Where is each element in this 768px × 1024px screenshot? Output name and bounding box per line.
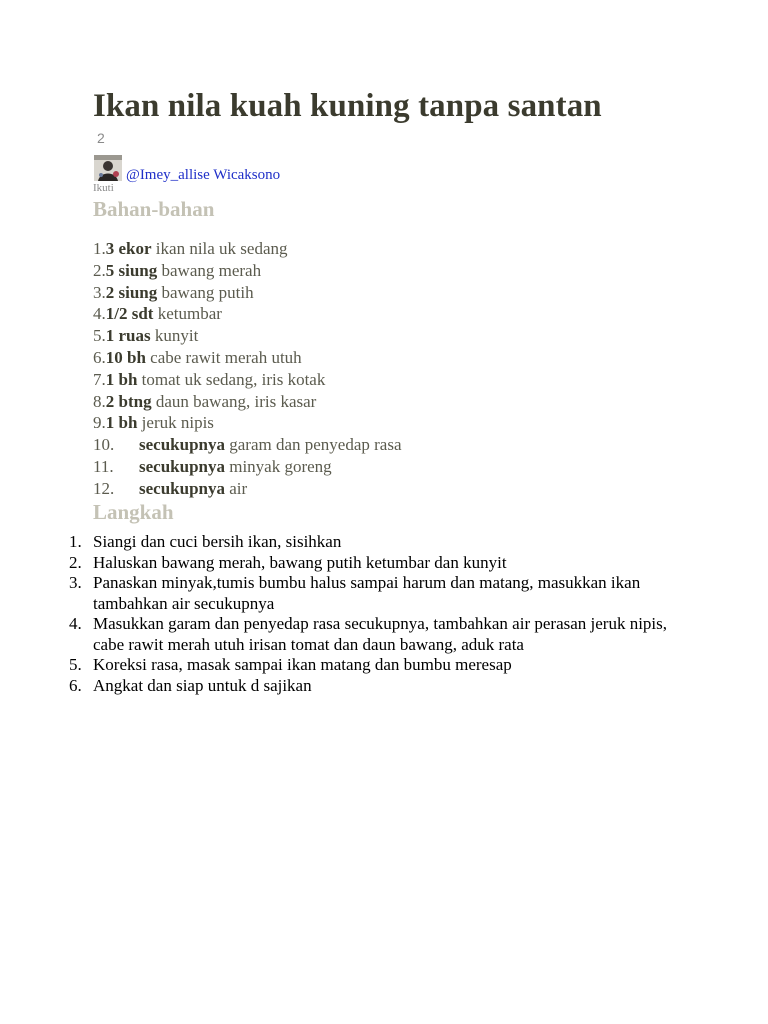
ingredients-heading: Bahan-bahan: [93, 197, 215, 221]
ingredient-text: ikan nila uk sedang: [151, 239, 288, 258]
step-item: [69, 655, 693, 676]
ingredient-quantity: 1 bh: [105, 413, 138, 433]
ingredient-number: 5.: [93, 326, 106, 346]
recipe-title: Ikan nila kuah kuning tanpa santan: [93, 88, 602, 124]
ingredient-item: [93, 412, 402, 434]
ingredient-item: [93, 325, 402, 347]
ingredient-number: 7.: [93, 369, 106, 389]
step-text: Haluskan bawang merah, bawang putih ketumbar dan kunyit: [93, 552, 507, 572]
ingredient-item: [93, 434, 402, 456]
step-item: [69, 532, 693, 553]
step-item: [69, 573, 693, 614]
ingredient-quantity: 1 bh: [105, 369, 138, 389]
ingredient-number: 2.: [93, 260, 106, 280]
step-text: Siangi dan cuci bersih ikan, sisihkan: [93, 532, 342, 551]
ingredient-item: [93, 347, 402, 369]
ingredient-number: 10.: [93, 435, 115, 455]
ingredient-number: 1.: [93, 239, 106, 258]
follow-button[interactable]: Ikuti: [93, 182, 114, 194]
ingredient-text: daun bawang, iris kasar: [151, 391, 317, 411]
ingredient-text: bawang putih: [157, 282, 254, 302]
ingredient-text: minyak goreng: [224, 456, 332, 476]
ingredient-number: 11.: [93, 456, 114, 476]
ingredient-text: jeruk nipis: [137, 413, 214, 433]
ingredient-quantity: secukupnya: [139, 456, 225, 476]
recipe-count: 2: [97, 130, 105, 146]
ingredient-item: [93, 282, 402, 304]
author-avatar[interactable]: [94, 155, 122, 181]
ingredient-number: 9.: [93, 413, 106, 433]
step-number: 4.: [69, 614, 82, 633]
ingredient-text: air: [224, 478, 248, 498]
ingredient-quantity: secukupnya: [139, 435, 225, 455]
step-text: Koreksi rasa, masak sampai ikan matang dan bumbu meresap: [93, 655, 512, 674]
step-number: 3.: [69, 573, 82, 592]
ingredient-item: [93, 369, 402, 391]
ingredient-number: 4.: [93, 304, 106, 324]
ingredient-text: tomat uk sedang, iris kotak: [137, 369, 326, 389]
ingredient-quantity: 2 siung: [105, 282, 158, 302]
ingredient-number: 3.: [93, 282, 106, 302]
step-text: Masukkan garam dan penyedap rasa secukupnya, tambahkan air perasan jeruk nipis, cabe rawit merah utuh irisan tomat dan daun bawang, aduk rata: [93, 614, 668, 654]
steps-list: [69, 532, 693, 696]
step-text: Angkat dan siap untuk d sajikan: [93, 675, 312, 695]
ingredient-item: [93, 391, 402, 413]
ingredient-quantity: secukupnya: [139, 478, 225, 498]
ingredient-quantity: 5 siung: [105, 260, 158, 280]
author-link[interactable]: @Imey_allise Wicaksono: [126, 167, 281, 183]
ingredient-number: 8.: [93, 391, 106, 411]
ingredient-item: [93, 478, 402, 500]
avatar-image: [94, 155, 122, 181]
ingredient-quantity: 1 ruas: [105, 326, 151, 346]
step-number: 2.: [69, 552, 82, 572]
ingredients-list: [93, 238, 402, 500]
ingredient-item: [93, 456, 402, 478]
step-number: 6.: [69, 675, 82, 695]
step-item: [69, 552, 693, 574]
ingredient-item: [93, 238, 402, 260]
ingredient-number: 6.: [93, 347, 106, 367]
ingredient-text: bawang merah: [157, 260, 262, 280]
ingredient-quantity: 10 bh: [105, 347, 146, 367]
step-number: 1.: [69, 532, 82, 551]
ingredient-quantity: 3 ekor: [105, 239, 152, 258]
step-item: [69, 614, 693, 655]
step-item: [69, 675, 693, 697]
ingredient-item: [93, 303, 402, 325]
step-number: 5.: [69, 655, 82, 674]
ingredient-item: [93, 260, 402, 282]
ingredient-text: kunyit: [150, 326, 199, 346]
ingredient-number: 12.: [93, 478, 115, 498]
steps-heading: Langkah: [93, 500, 174, 524]
ingredient-quantity: 2 btng: [105, 391, 152, 411]
step-text: Panaskan minyak,tumis bumbu halus sampai harum dan matang, masukkan ikan tambahkan air secukupnya: [93, 573, 641, 613]
ingredient-quantity: 1/2 sdt: [105, 304, 154, 324]
ingredient-text: cabe rawit merah utuh: [145, 347, 302, 367]
ingredient-text: ketumbar: [153, 304, 222, 324]
ingredient-text: garam dan penyedap rasa: [224, 435, 402, 455]
